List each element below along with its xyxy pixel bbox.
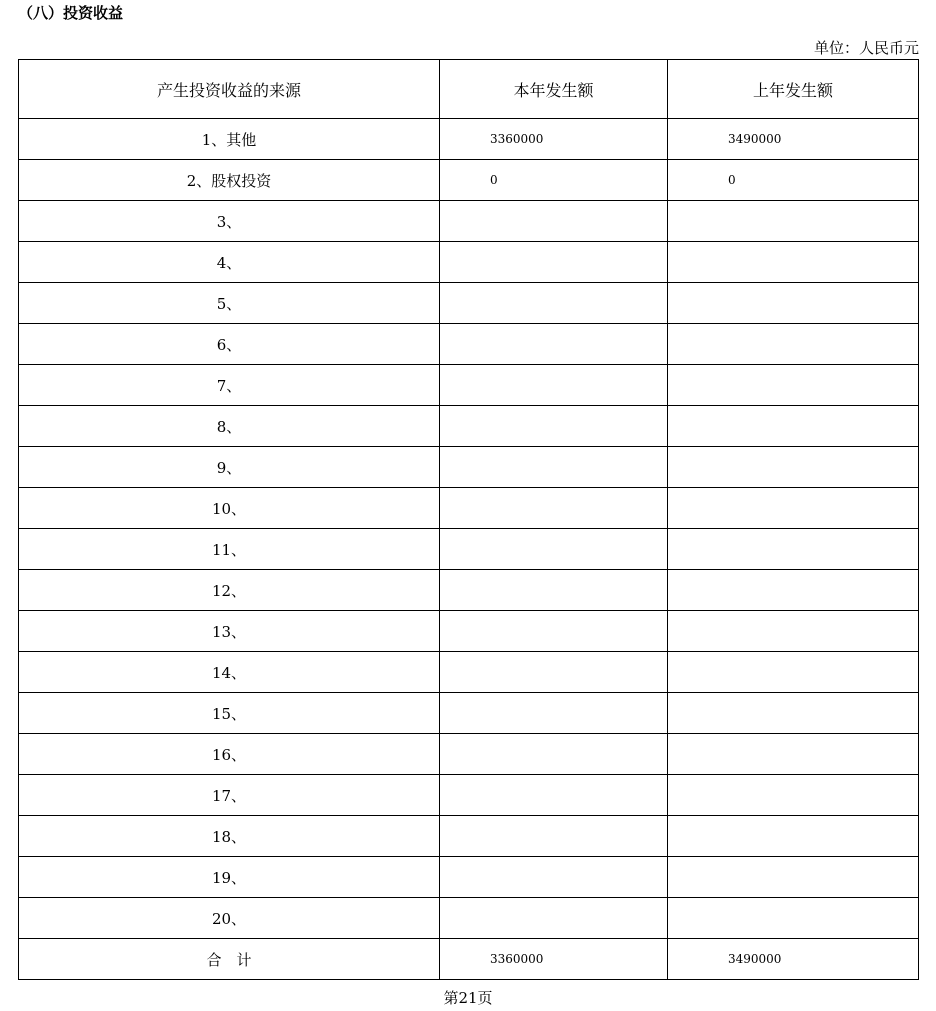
previous-year-cell	[668, 775, 919, 816]
table-row	[19, 611, 919, 652]
current-year-cell	[440, 488, 668, 529]
previous-year-cell: 0	[668, 160, 919, 201]
table-row	[19, 734, 919, 775]
page-number: 第21页	[443, 989, 493, 1007]
section-title: （八）投资收益	[18, 4, 124, 22]
current-year-cell	[440, 201, 668, 242]
table-row	[19, 652, 919, 693]
source-cell: 5、	[19, 283, 440, 324]
table-row	[19, 693, 919, 734]
current-year-cell: 0	[440, 160, 668, 201]
unit-label: 单位：人民币元	[813, 39, 919, 57]
source-cell: 20、	[19, 898, 440, 939]
previous-year-cell	[668, 570, 919, 611]
total-row	[19, 939, 919, 980]
source-cell: 15、	[19, 693, 440, 734]
table-row	[19, 529, 919, 570]
source-cell: 10、	[19, 488, 440, 529]
current-year-cell	[440, 816, 668, 857]
table-row	[19, 406, 919, 447]
current-year-cell	[440, 283, 668, 324]
table-row	[19, 857, 919, 898]
previous-year-cell	[668, 611, 919, 652]
header-previous-year: 上年发生额	[668, 60, 919, 119]
current-year-cell	[440, 775, 668, 816]
total-current-year: 3360000	[440, 939, 668, 980]
table-row	[19, 816, 919, 857]
current-year-cell	[440, 570, 668, 611]
current-year-cell	[440, 652, 668, 693]
current-year-cell: 3360000	[440, 119, 668, 160]
source-cell: 12、	[19, 570, 440, 611]
table-row	[19, 242, 919, 283]
source-cell: 3、	[19, 201, 440, 242]
previous-year-cell	[668, 406, 919, 447]
source-cell: 19、	[19, 857, 440, 898]
table-row	[19, 119, 919, 160]
previous-year-cell	[668, 898, 919, 939]
table-row	[19, 447, 919, 488]
previous-year-cell	[668, 529, 919, 570]
previous-year-cell	[668, 734, 919, 775]
table-row	[19, 488, 919, 529]
current-year-cell	[440, 242, 668, 283]
source-cell: 1、其他	[19, 119, 440, 160]
source-cell: 2、股权投资	[19, 160, 440, 201]
source-cell: 18、	[19, 816, 440, 857]
current-year-cell	[440, 611, 668, 652]
current-year-cell	[440, 406, 668, 447]
source-cell: 13、	[19, 611, 440, 652]
previous-year-cell	[668, 488, 919, 529]
previous-year-cell	[668, 857, 919, 898]
table-row	[19, 775, 919, 816]
table-row	[19, 898, 919, 939]
table-row	[19, 570, 919, 611]
investment-income-table	[18, 59, 919, 980]
current-year-cell	[440, 693, 668, 734]
source-cell: 8、	[19, 406, 440, 447]
table-row	[19, 283, 919, 324]
current-year-cell	[440, 365, 668, 406]
source-cell: 11、	[19, 529, 440, 570]
current-year-cell	[440, 734, 668, 775]
current-year-cell	[440, 857, 668, 898]
previous-year-cell	[668, 242, 919, 283]
source-cell: 6、	[19, 324, 440, 365]
total-label: 合 计	[19, 939, 440, 980]
previous-year-cell	[668, 652, 919, 693]
table-row	[19, 365, 919, 406]
source-cell: 7、	[19, 365, 440, 406]
previous-year-cell	[668, 324, 919, 365]
table-row	[19, 160, 919, 201]
table-row	[19, 201, 919, 242]
previous-year-cell	[668, 693, 919, 734]
source-cell: 4、	[19, 242, 440, 283]
header-source: 产生投资收益的来源	[19, 60, 440, 119]
table-header-row	[19, 60, 919, 119]
source-cell: 14、	[19, 652, 440, 693]
total-previous-year: 3490000	[668, 939, 919, 980]
previous-year-cell	[668, 201, 919, 242]
current-year-cell	[440, 898, 668, 939]
previous-year-cell	[668, 283, 919, 324]
current-year-cell	[440, 447, 668, 488]
previous-year-cell	[668, 447, 919, 488]
current-year-cell	[440, 324, 668, 365]
previous-year-cell: 3490000	[668, 119, 919, 160]
previous-year-cell	[668, 816, 919, 857]
source-cell: 16、	[19, 734, 440, 775]
table-row	[19, 324, 919, 365]
header-current-year: 本年发生额	[440, 60, 668, 119]
current-year-cell	[440, 529, 668, 570]
source-cell: 17、	[19, 775, 440, 816]
previous-year-cell	[668, 365, 919, 406]
source-cell: 9、	[19, 447, 440, 488]
